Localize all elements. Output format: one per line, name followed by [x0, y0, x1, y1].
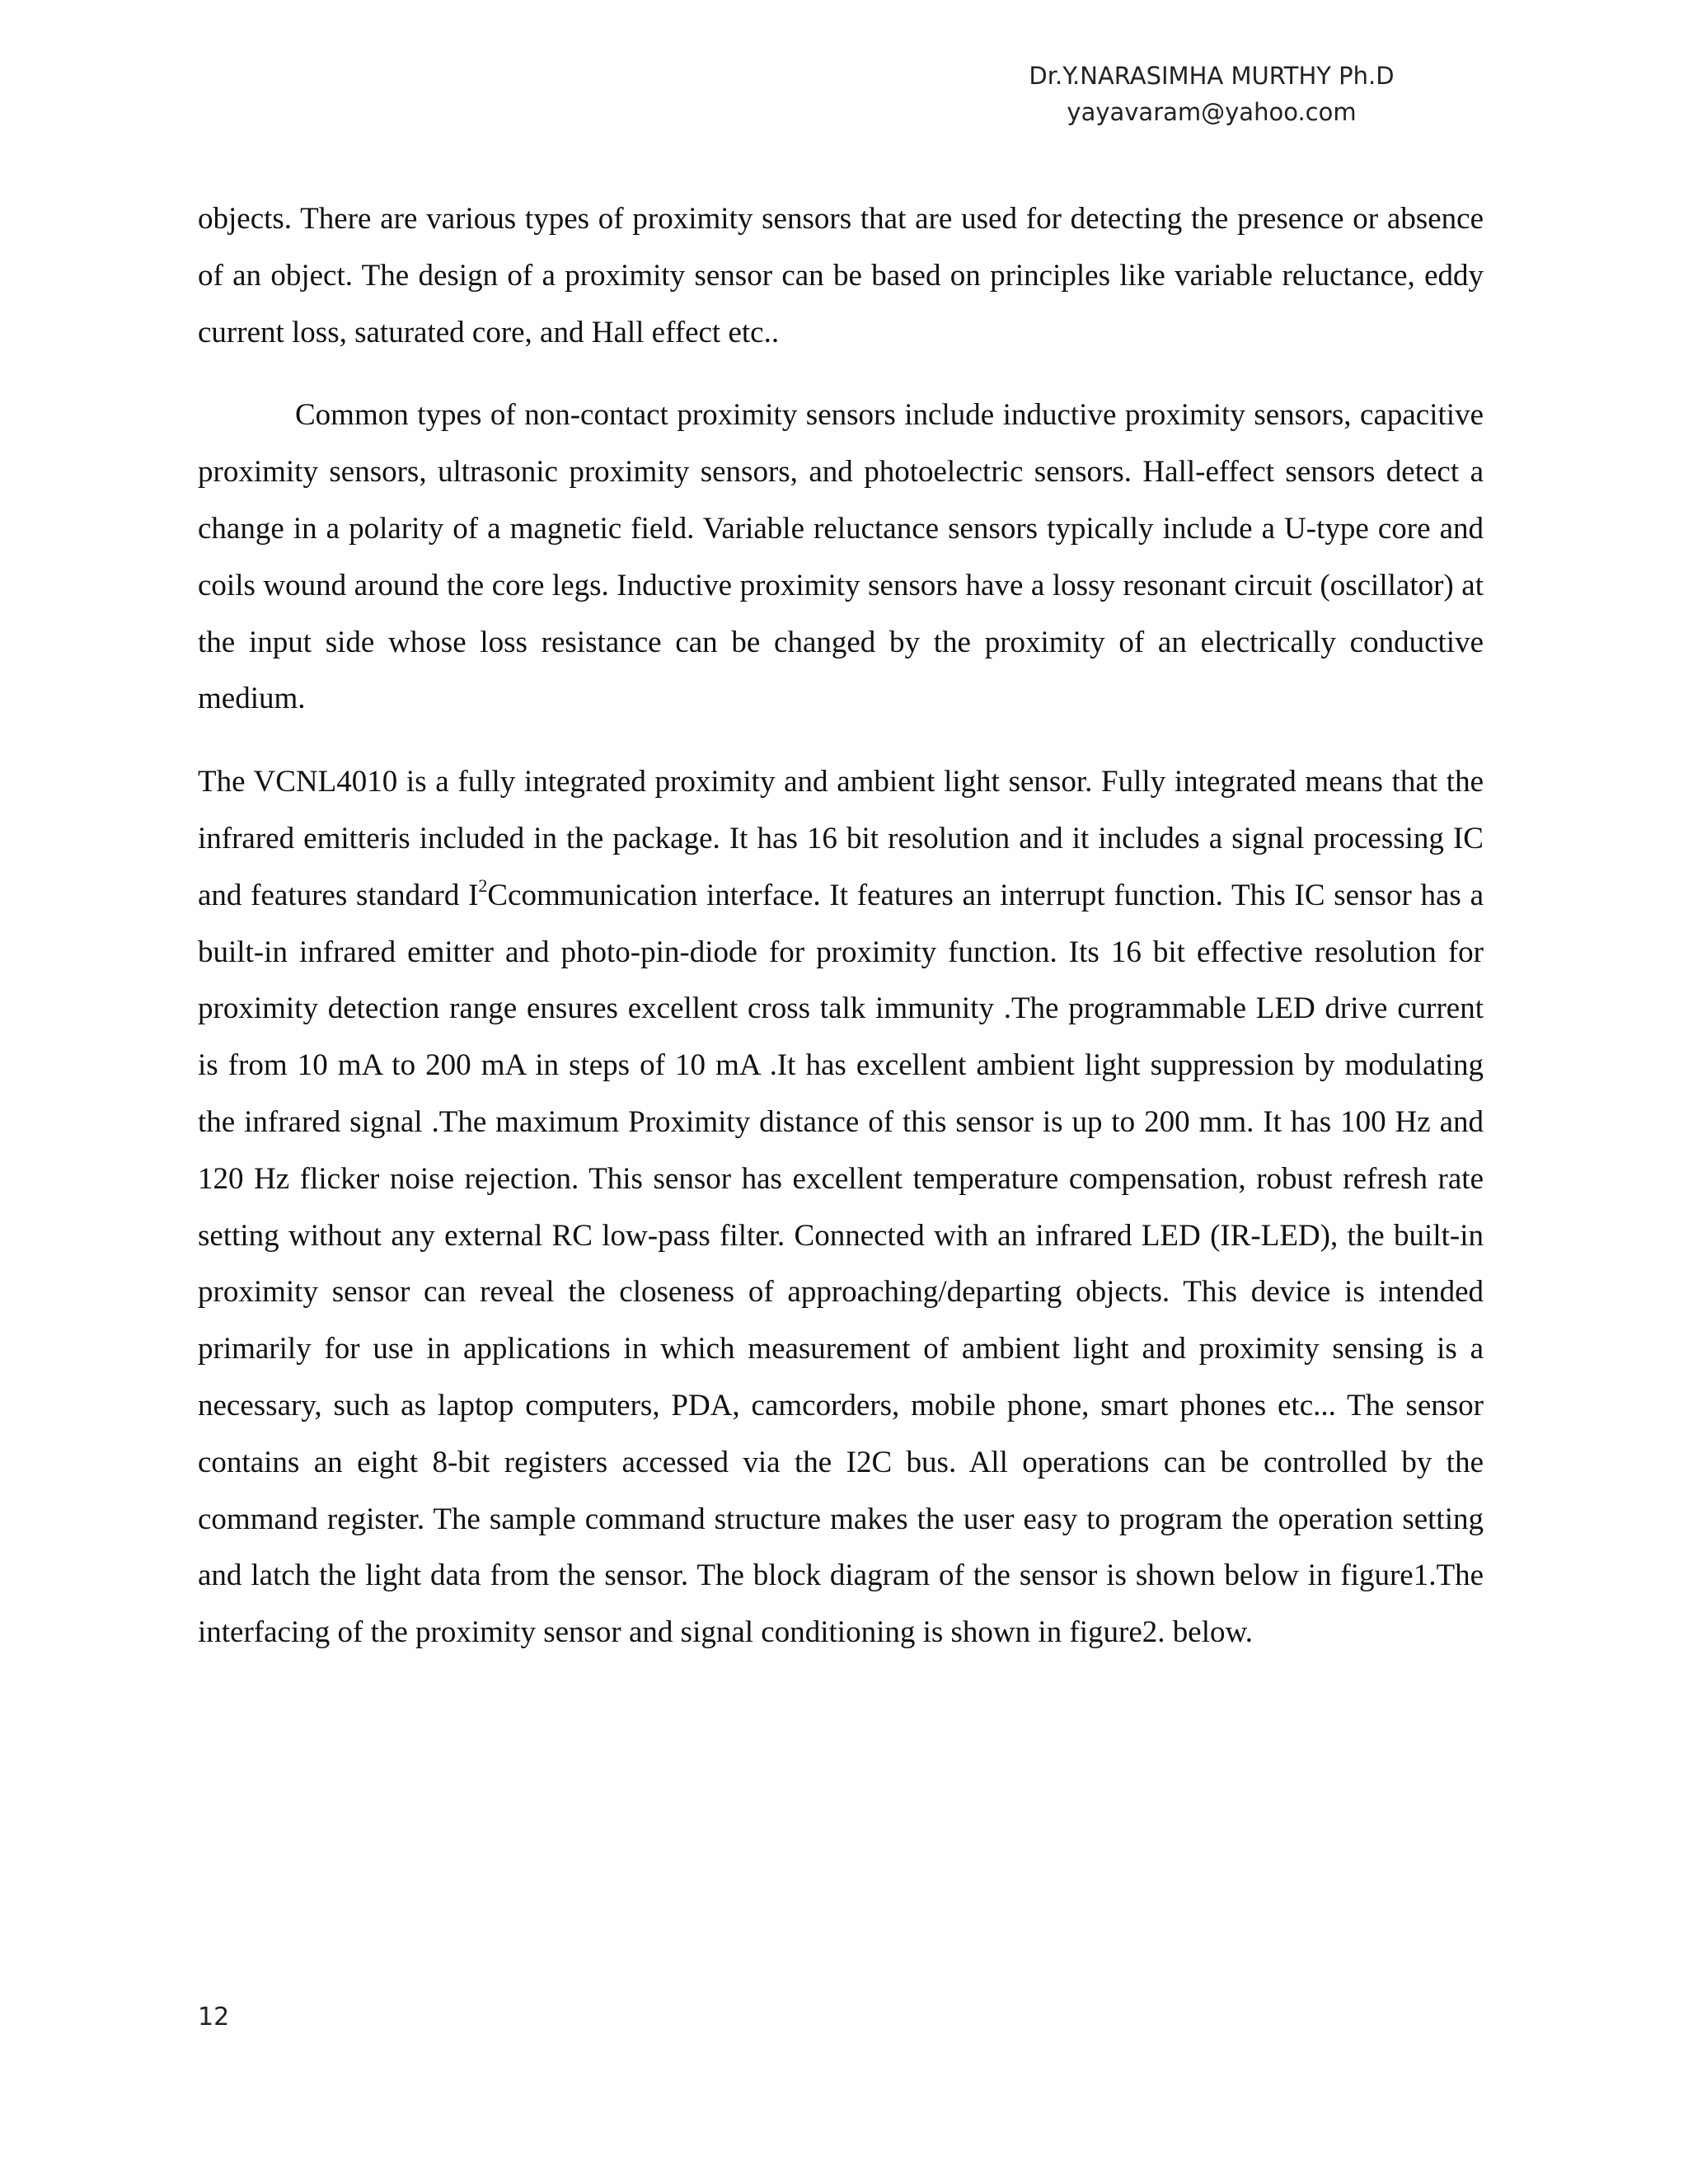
header-email: yayavaram@yahoo.com — [1067, 98, 1357, 126]
body-text — [198, 191, 1484, 1661]
paragraph-proximity-sensors-intro: objects. There are various types of proximity sensors that are used for detecting the presence or absence of an object. The design of a proximity sensor can be based on principles like variable reluctance, eddy current loss, saturated core, and Hall effect etc.. — [198, 202, 1484, 349]
page-header — [956, 58, 1467, 130]
superscript-two: 2 — [478, 875, 488, 897]
paragraph-vcnl4010 — [198, 754, 1484, 1661]
paragraph-sensor-types: Common types of non-contact proximity sensors include inductive proximity sensors, capacitive proximity sensors, ultrasonic proximity sensors, and photoelectric sensors. Hall-effect sensors detect a change in a polarity of a magnetic field. Variable reluctance sensors typically include a U-type core and coils wound around the core legs. Inductive proximity sensors have a lossy resonant circuit (oscillator) at the input side whose loss resistance can be changed by the proximity of an electrically conductive medium. — [198, 398, 1484, 716]
page-number: 12 — [198, 2003, 230, 2032]
paragraph-vcnl4010-part-b: Ccommunication interface. It features an interrupt function. This IC sensor has a built-in infrared emitter and photo-pin-diode for proximity function. Its 16 bit effective resolution for proximity detection range ensures excellent cross talk immunity .The programmable LED drive current is from 10 mA to 200 mA in steps of 10 mA .It has excellent ambient light suppression by modulating the infrared signal .The maximum Proximity distance of this sensor is up to 200 mm. It has 100 Hz and 120 Hz flicker noise rejection. This sensor has excellent temperature compensation, robust refresh rate setting without any external RC low-pass filter. Connected with an infrared LED (IR-LED), the built-in proximity sensor can reveal the closeness of approaching/departing objects. This device is intended primarily for use in applications in which measurement of ambient light and proximity sensing is a necessary, such as laptop computers, PDA, camcorders, mobile phone, smart phones etc... The sensor contains an eight 8-bit registers accessed via the I2C bus. All operations can be controlled by the command register. The sample command structure makes the user easy to program the operation setting and latch the light data from the sensor. The block diagram of the sensor is shown below in figure1.The interfacing of the proximity sensor and signal conditioning is shown in figure2. below. — [198, 878, 1484, 1650]
header-author: Dr.Y.NARASIMHA MURTHY Ph.D — [1029, 62, 1395, 90]
paragraph-vcnl4010-part-a: The VCNL4010 is a fully integrated proximity and ambient light sensor. Fully integrated means that the infrared emitteris included in the package. It has 16 bit resolution and it includes a signal processing IC and features standard I — [198, 765, 1484, 912]
